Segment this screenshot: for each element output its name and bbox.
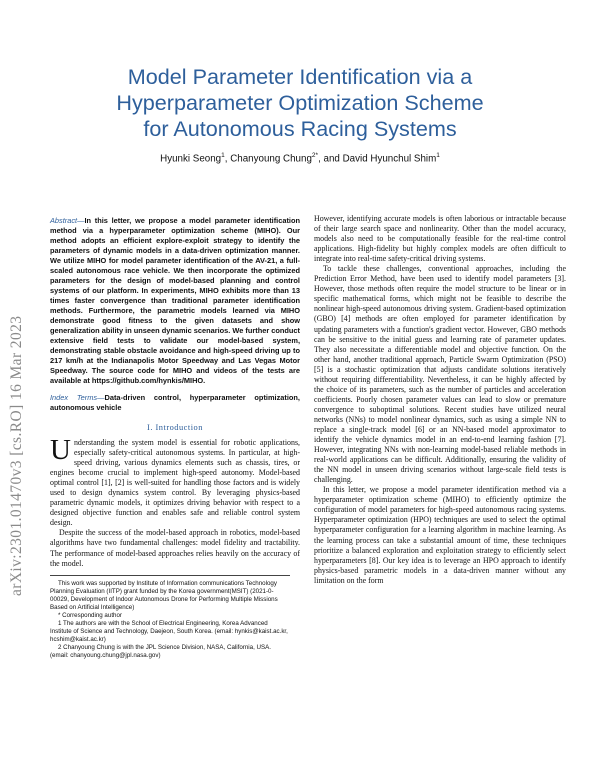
drop-cap: U (50, 434, 71, 466)
abstract (50, 216, 300, 386)
index-terms (50, 393, 300, 413)
author-name: Chanyoung Chung (230, 153, 312, 165)
title-line: for Autonomous Racing Systems (143, 116, 457, 141)
right-column (314, 214, 566, 586)
funding-footnote: This work was supported by Institute of Information communications Technology Planning Evaluation (IITP) grant funded by the Korea government(MSIT) (2021-0-00029, Development of Indoor Autonomous Drone for Performing Multiple Missions Based on Artificial Intelligence) (50, 579, 278, 611)
intro-paragraph: Despite the success of the model-based approach in robotics, model-based algorithms have two fundamental challenges: model fidelity and tractability. The performance of model-based approaches relies heavily on the accuracy of the model. (50, 528, 300, 568)
corresponding-footnote: * Corresponding author (58, 611, 122, 619)
affiliation-footnote: 2 Chanyoung Chung is with the JPL Science Division, NASA, California, USA. (email: chanyoung.chung@jpl.nasa.gov) (50, 644, 271, 660)
paper-title (70, 64, 530, 142)
footnotes (50, 575, 290, 661)
author-affiliation-mark: 2* (311, 152, 319, 159)
index-terms-text: Data-driven control, hyperparameter optimization, autonomous vehicle (50, 393, 300, 412)
author-affiliation-mark: 1 (436, 152, 440, 159)
author-affiliation-mark: 1 (221, 152, 225, 159)
index-terms-label: Index Terms— (50, 393, 105, 402)
author-name: Hyunki Seong (160, 153, 222, 165)
body-paragraph: In this letter, we propose a model parameter identification method via a hyperparameter optimization scheme (MIHO) to efficiently optimize the configuration of model parameters for high-speed autonomous racing systems. Hyperparameter optimization (HPO) techniques are used to select the optimal hyperparameter configuration for a learning algorithm in machine learning. As the learning process can take a substantial amount of time, these techniques prioritize a balanced exploration and exploitation strategy to efficiently select hyperparameters [8]. Our key idea is to leverage an HPO approach to identify physics-based parametric models in a data-driven manner without any limitation on the form (314, 485, 566, 585)
intro-paragraph: Understanding the system model is essential for robotic applications, especially safety-critical autonomous systems. In particular, at high-speed driving, various dynamics elements such as chassis, tires, or engines become crucial to implement high-speed autonomy. Model-based optimal control [1], [2] is well-suited for handling those factors and is widely used to design dynamics system control. By leveraging physics-based parametric dynamic models, it optimizes driving behavior with respect to a designed objective function and enables safe and reliable control system design. (50, 434, 300, 528)
author-name: David Hyunchul Shim (342, 153, 437, 165)
body-paragraph: To tackle these challenges, conventional approaches, including the Prediction Error Method, have been used to identify model parameters [3]. However, those methods often require the model structure to be linear or in specific mathematical forms, which might not be feasible to describe the nonlinear high-speed autonomous driving system. Gradient-based optimization (GBO) [4] methods are often employed for parameter identification by updating parameters with a function's gradient vector. However, GBO methods can be sensitive to the initial guess and learning rate of parameter updates. They also necessitate a differentiable model and objective function. On the other hand, another traditional approach, Particle Swarm Optimization (PSO) [5] is a stochastic optimization that adjusts candidate solutions iteratively without requiring differentiability. Nevertheless, it can be highly affected by the choice of its parameters, such as the number of particles and acceleration coefficients. Poorly chosen parameter values can lead to slow or premature convergence to suboptimal solutions. Recent studies have utilized neural networks (NNs) to model nonlinear dynamics, such as using a simple NN to replace a single-track model [6] or an NN-based model approximator to identify the vehicle dynamics model in an end-to-end learning fashion [7]. However, integrating NNs with non-learning model-based reliable methods in real-world applications can be difficult. Additionally, ensuring the validity of the NN model in unseen driving scenarios without large-scale field tests is challenging. (314, 264, 566, 485)
body-paragraph: However, identifying accurate models is often laborious or intractable because of their large search space and nonlinearity. Other than the model accuracy, models also need to be computationally feasible for the real-time control applications. High-fidelity but highly complex models are often difficult to integrate into real-time safety-critical driving systems. (314, 214, 566, 264)
title-line: Hyperparameter Optimization Scheme (116, 90, 484, 115)
author-list: Hyunki Seong$^1$, Chanyoung Chung$^{2*}$, and David Hyunchul Shim$^1$ (160, 152, 440, 165)
abstract-text: In this letter, we propose a model parameter identification method via a hyperparameter optimization scheme (MIHO). Our method adopts an efficient explore-exploit strategy to identify the parameters of dynamic models in a data-driven optimization manner. We utilize MIHO for model parameter identification of the AV-21, a full-scaled autonomous race vehicle. We then incorporate the optimized parameters for the design of model-based planning and control systems of our platform. In experiments, MIHO exhibits more than 13 times faster convergence than traditional parameter identification methods. Furthermore, the parametric models learned via MIHO demonstrate good fitness to the given datasets and show generalization ability in unseen dynamic scenarios. We further conduct extensive field tests to validate our model-based system, demonstrating stable obstacle avoidance and high-speed driving up to 217 km/h at the Indianapolis Motor Speedway and Las Vegas Motor Speedway. The source code for MIHO and videos of the tests are available at https://github.com/hynkis/MIHO. (50, 216, 300, 385)
affiliation-footnote: 1 The authors are with the School of Electrical Engineering, Korea Advanced Institute of Science and Technology, Daejeon, South Korea. (email: hynkis@kaist.ac.kr, hcshim@kaist.ac.kr) (50, 620, 288, 644)
arxiv-identifier: arXiv:2301.01470v3 [cs.RO] 16 Mar 2023 (8, 315, 25, 596)
title-line: Model Parameter Identification via a (127, 64, 473, 89)
section-heading: I. Introduction (147, 423, 203, 432)
abstract-label: Abstract— (50, 216, 85, 225)
left-column (50, 216, 300, 661)
